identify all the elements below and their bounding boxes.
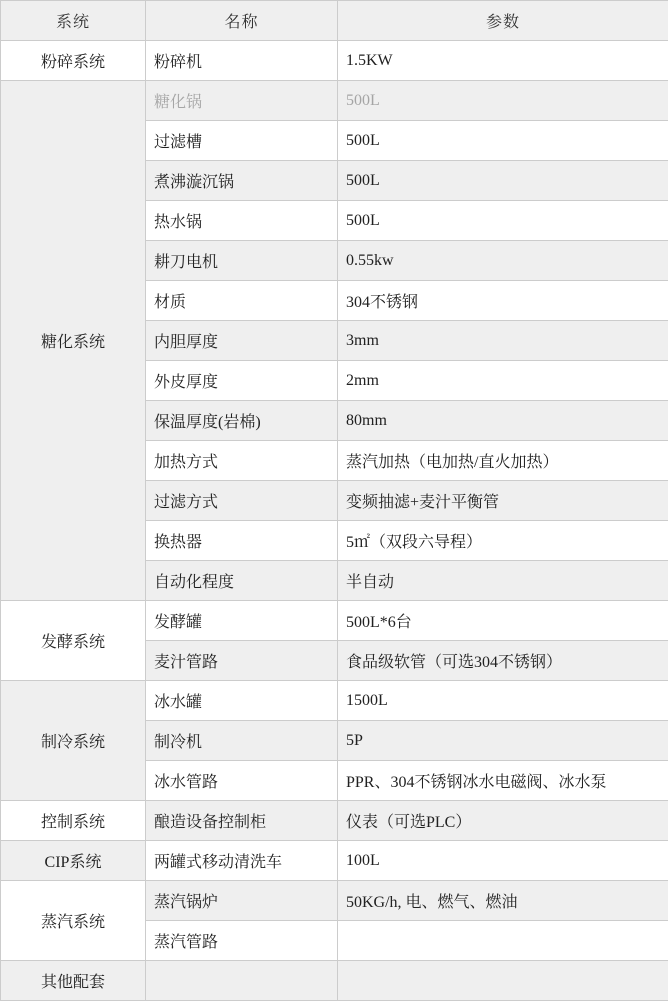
param-cell: 50KG/h, 电、燃气、燃油 — [338, 881, 668, 921]
table-row — [1, 801, 668, 841]
name-cell: 自动化程度 — [146, 561, 338, 601]
table-row — [1, 81, 668, 121]
name-cell: 粉碎机 — [146, 41, 338, 81]
table-row — [1, 681, 668, 721]
name-cell: 发酵罐 — [146, 601, 338, 641]
param-cell: 304不锈钢 — [338, 281, 668, 321]
name-cell: 换热器 — [146, 521, 338, 561]
table-row — [1, 881, 668, 921]
param-cell: 500L — [338, 81, 668, 121]
header-row — [1, 1, 668, 41]
column-header-param: 参数 — [338, 1, 668, 41]
param-cell: 500L — [338, 161, 668, 201]
table-row — [1, 41, 668, 81]
column-header-system: 系统 — [1, 1, 146, 41]
name-cell: 过滤方式 — [146, 481, 338, 521]
param-cell — [338, 961, 668, 1001]
param-cell: 80mm — [338, 401, 668, 441]
name-cell: 过滤槽 — [146, 121, 338, 161]
param-cell: 1500L — [338, 681, 668, 721]
name-cell: 麦汁管路 — [146, 641, 338, 681]
name-cell: 酿造设备控制柜 — [146, 801, 338, 841]
name-cell: 内胆厚度 — [146, 321, 338, 361]
system-cell: CIP系统 — [1, 841, 146, 881]
param-cell: PPR、304不锈钢冰水电磁阀、冰水泵 — [338, 761, 668, 801]
param-cell: 1.5KW — [338, 41, 668, 81]
param-cell: 500L — [338, 201, 668, 241]
param-cell: 2mm — [338, 361, 668, 401]
system-cell: 控制系统 — [1, 801, 146, 841]
name-cell: 加热方式 — [146, 441, 338, 481]
param-cell: 仪表（可选PLC） — [338, 801, 668, 841]
table-row — [1, 841, 668, 881]
name-cell: 材质 — [146, 281, 338, 321]
name-cell — [146, 961, 338, 1001]
param-cell: 500L*6台 — [338, 601, 668, 641]
name-cell: 保温厚度(岩棉) — [146, 401, 338, 441]
table-row — [1, 601, 668, 641]
name-cell: 蒸汽管路 — [146, 921, 338, 961]
table-row — [1, 961, 668, 1001]
param-cell: 食品级软管（可选304不锈钢） — [338, 641, 668, 681]
param-cell: 变频抽滤+麦汁平衡管 — [338, 481, 668, 521]
system-cell: 发酵系统 — [1, 601, 146, 681]
param-cell: 500L — [338, 121, 668, 161]
param-cell: 100L — [338, 841, 668, 881]
system-cell: 蒸汽系统 — [1, 881, 146, 961]
system-cell: 制冷系统 — [1, 681, 146, 801]
system-cell: 粉碎系统 — [1, 41, 146, 81]
param-cell — [338, 921, 668, 961]
param-cell: 半自动 — [338, 561, 668, 601]
param-cell: 0.55kw — [338, 241, 668, 281]
name-cell: 外皮厚度 — [146, 361, 338, 401]
name-cell: 制冷机 — [146, 721, 338, 761]
name-cell: 蒸汽锅炉 — [146, 881, 338, 921]
name-cell: 煮沸漩沉锅 — [146, 161, 338, 201]
param-cell: 5㎡（双段六导程） — [338, 521, 668, 561]
param-cell: 蒸汽加热（电加热/直火加热） — [338, 441, 668, 481]
name-cell: 热水锅 — [146, 201, 338, 241]
name-cell: 冰水罐 — [146, 681, 338, 721]
name-cell: 耕刀电机 — [146, 241, 338, 281]
system-cell: 糖化系统 — [1, 81, 146, 601]
table-body — [1, 41, 668, 1001]
name-cell: 冰水管路 — [146, 761, 338, 801]
param-cell: 3mm — [338, 321, 668, 361]
name-cell: 两罐式移动清洗车 — [146, 841, 338, 881]
system-cell: 其他配套 — [1, 961, 146, 1001]
name-cell: 糖化锅 — [146, 81, 338, 121]
column-header-name: 名称 — [146, 1, 338, 41]
table-header — [1, 1, 668, 41]
param-cell: 5P — [338, 721, 668, 761]
